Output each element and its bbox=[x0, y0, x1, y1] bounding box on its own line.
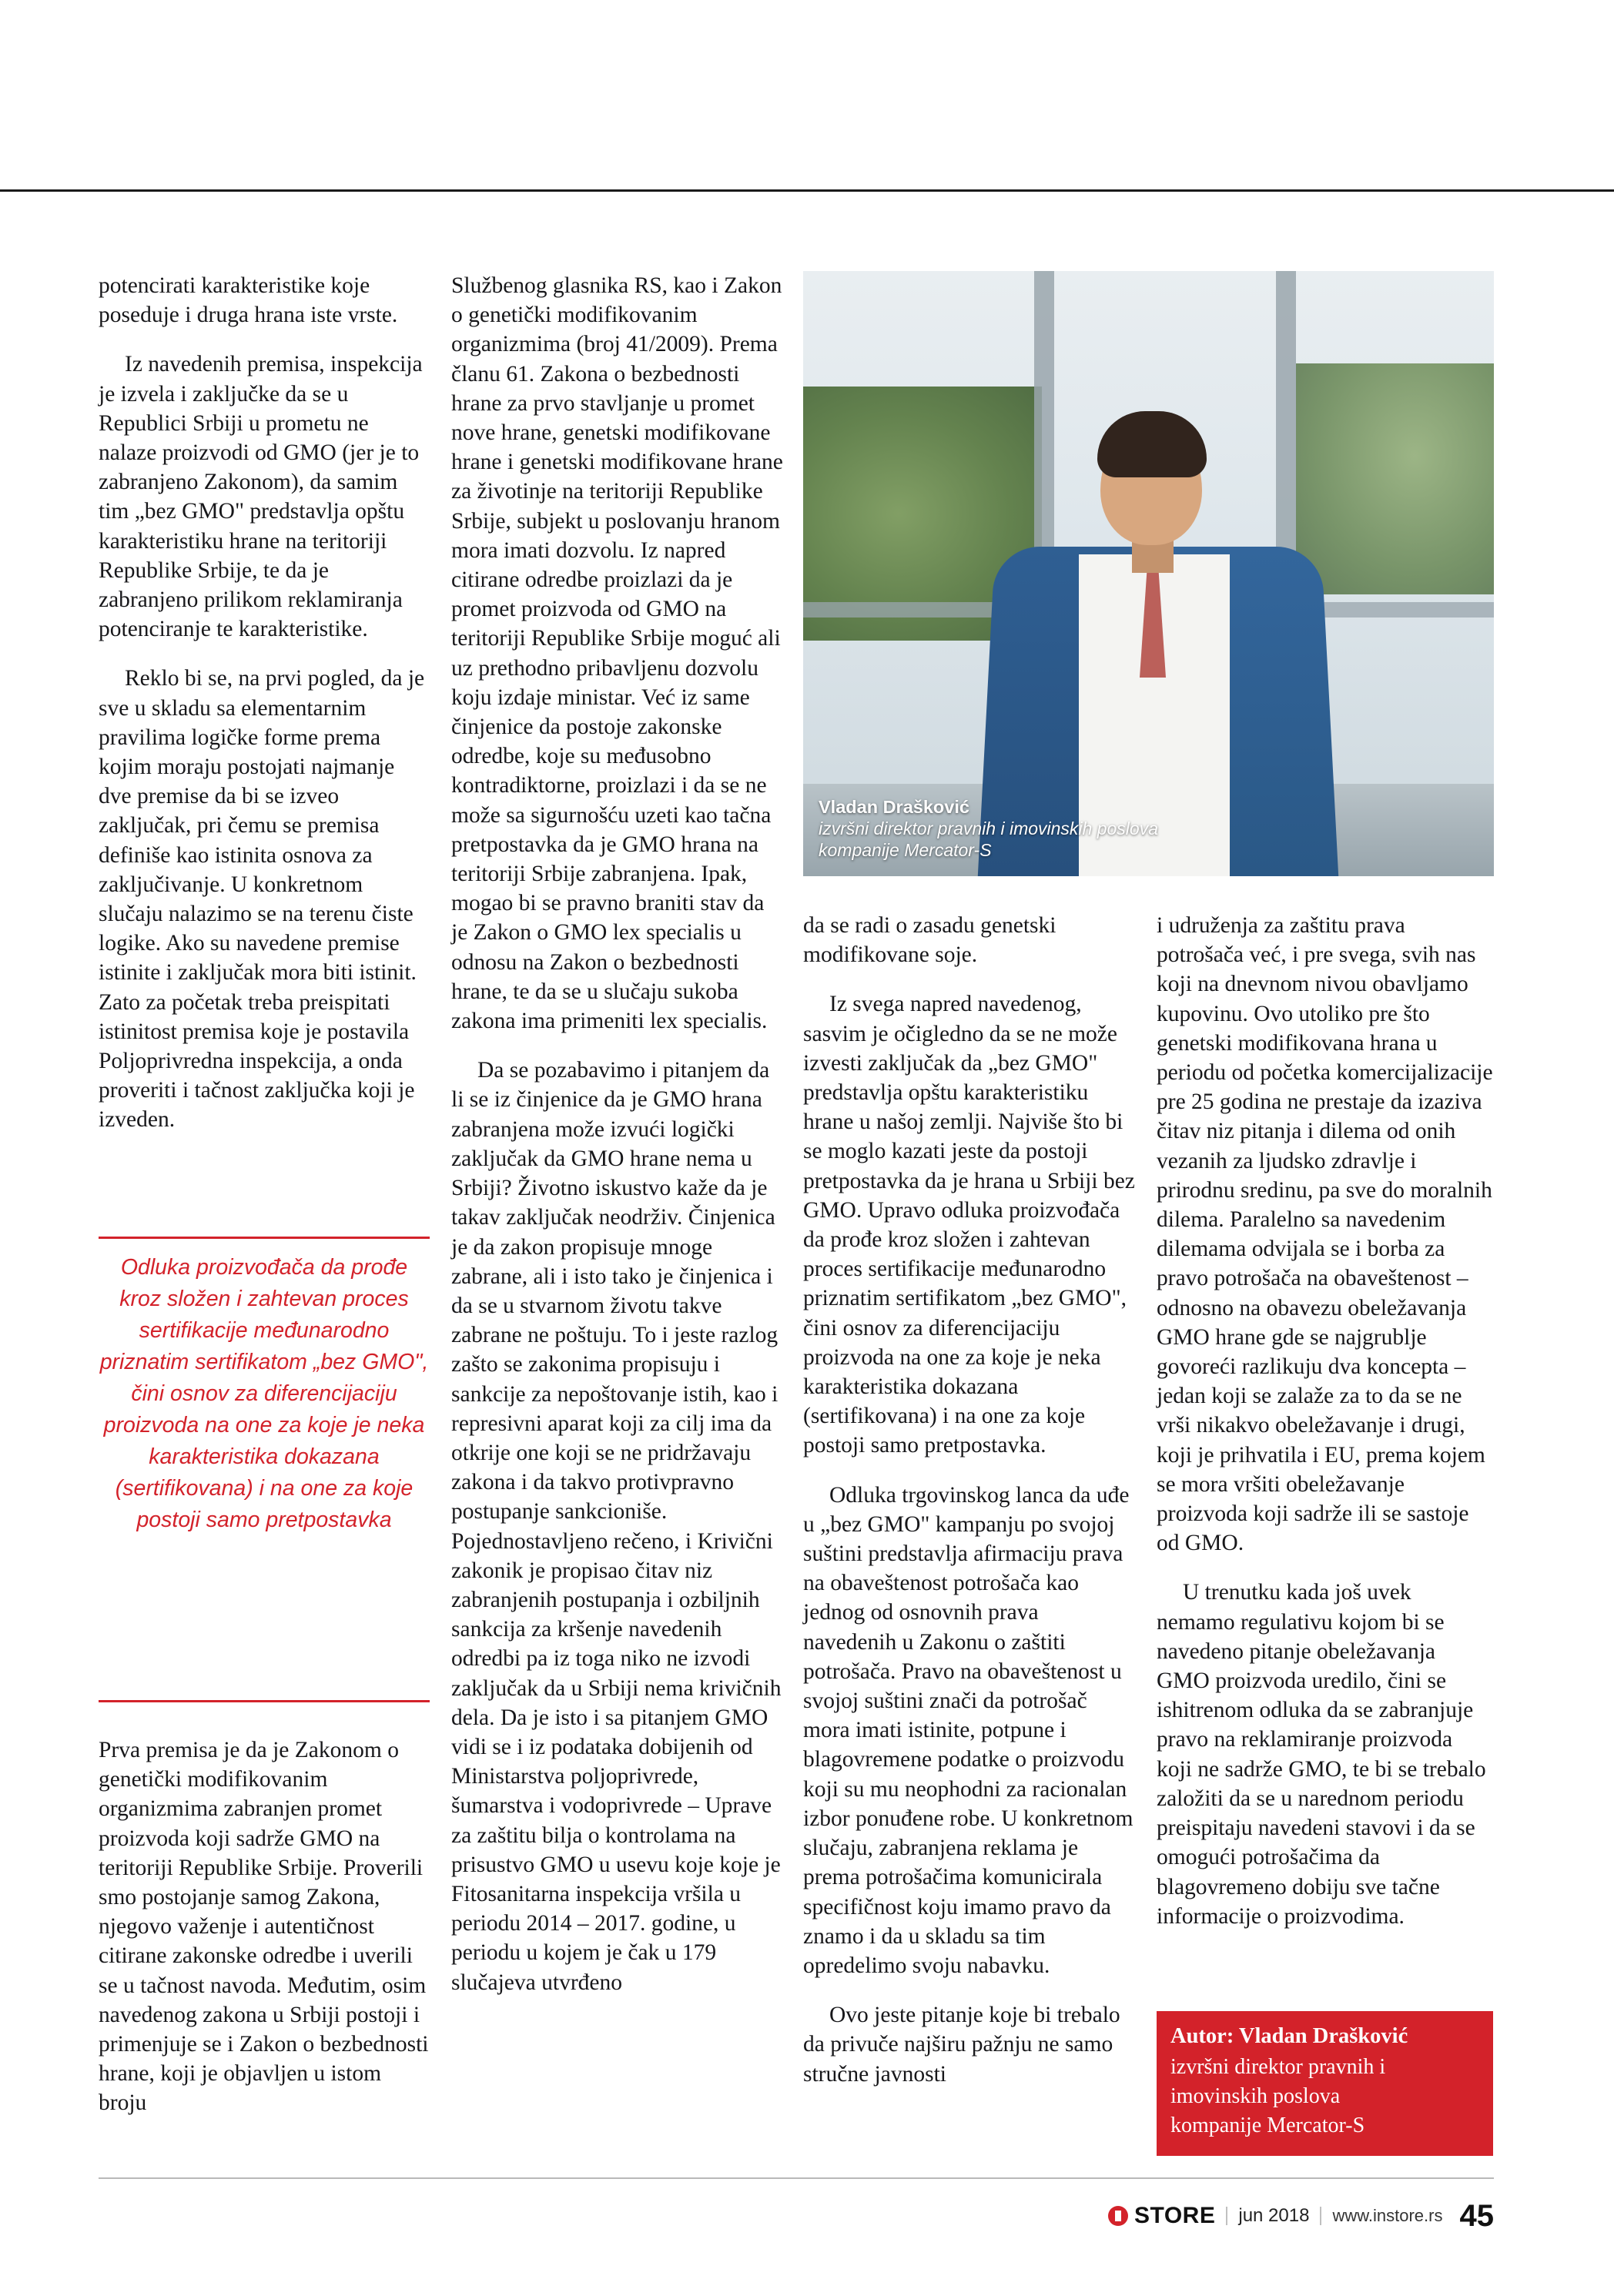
paragraph: Da se pozabavimo i pitanjem da li se iz činjenice da je GMO hrana zabranjena može izvući logički zaključak da GMO hrane nema u Srbiji? Životno iskustvo kaže da je takav zaključak neodrživ. Činjenica je da zakon propisuje mnoge zabrane, ali i isto tako je činjenica i da se u stvarnom životu takve zabrane ne poštuju. To i jeste razlog zašto se zakonima propisuju i sankcije za nepoštovanje istih, kao i represivni aparat koji za cilj ima da otkrije one koji se ne pridržavaju zakona i da takvo protivpravno postupanje sankcioniše. Pojednostavljeno rečeno, i Krivični zakonik je propisao čitav niz zabranjenih postupanja i ozbiljnih sankcija za kršenje navedenih odredbi pa iz toga niko ne izvodi zaključak da u Srbiji nema krivičnih dela. Da je isto i sa pitanjem GMO vidi se i iz podataka dobijenih od Ministarstva poljoprivrede, šumarstva i vodoprivrede – Uprave za zaštitu bilja o kontrolama na prisustvo GMO u usevu koje koje je Fitosanitarna inspekcija vršila u periodu 2014 – 2017. godine, u periodu u kojem je čak u 179 slučajeva utvrđeno bbox=[451, 1058, 782, 1995]
photo-foliage-right bbox=[1296, 363, 1494, 594]
body-column-1-continued bbox=[99, 1735, 430, 2118]
author-role-line-1: izvršni direktor pravnih i bbox=[1170, 2055, 1386, 2079]
page-footer bbox=[99, 2193, 1494, 2239]
photo-caption-line-1: izvršni direktor pravnih i imovinskih poslova bbox=[819, 818, 1158, 838]
footer-separator-2 bbox=[1320, 2207, 1321, 2225]
body-column-3 bbox=[803, 911, 1136, 2089]
body-column-4 bbox=[1157, 911, 1493, 1931]
author-box bbox=[1157, 2011, 1493, 2156]
paragraph: U trenutku kada još uvek nemamo regulativu kojom bi se navedeno pitanje obeležavanja GMO proizvoda uredilo, čini se ishitrenom odluka da se zabranjuje pravo na reklamiranje proizvoda koji ne sadrže GMO, te bi se trebalo založiti da se u narednom periodu preispitaju navedeni stavovi i da se omogući potrošačima da blagovremeno dobiju sve tačne informacije o proizvodima. bbox=[1157, 1580, 1486, 1929]
paragraph: Iz navedenih premisa, inspekcija je izvela i zaključke da se u Republici Srbiji u prometu ne nalaze proizvodi od GMO (jer je to zabranjeno Zakonom), da samim tim „bez GMO" predstavlja opštu karakteristiku hrane na teritoriji Republike Srbije, te da je zabranjeno prilikom reklamiranja potenciranje te karakteristike. bbox=[99, 352, 423, 642]
author-company: kompanije Mercator-S bbox=[1170, 2114, 1365, 2137]
portrait-photo bbox=[803, 271, 1494, 876]
magazine-logo: STORE bbox=[1134, 2203, 1216, 2228]
photo-caption-line-2: kompanije Mercator-S bbox=[819, 840, 992, 860]
paragraph: potencirati karakteristike koje poseduje i druga hrana iste vrste. bbox=[99, 273, 398, 328]
paragraph: Ovo jeste pitanje koje bi trebalo da privuče najširu pažnju ne samo stručne javnosti bbox=[803, 2003, 1120, 2087]
body-column-1 bbox=[99, 271, 430, 1135]
paragraph: Odluka trgovinskog lanca da uđe u „bez GMO" kampanju po svojoj suštini predstavlja afirmaciju prava na obaveštenost potrošača kao jednog od osnovnih prava navedenih u Zakonu o zaštiti potrošača. Pravo na obaveštenost u svojoj suštini znači da potrošač mora imati istinite, potpune i blagovremene podatke o proizvodu koji su mu neophodni za racionalan izbor ponuđene robe. U konkretnom slučaju, zabranjena reklama je prema potrošačima komunicirala specifičnost koju imamo pravo da znamo i da u skladu sa tim opredelimo svoju nabavku. bbox=[803, 1482, 1133, 1978]
website-url: www.instore.rs bbox=[1332, 2206, 1443, 2225]
paragraph: i udruženja za zaštitu prava potrošača već, i pre svega, svih nas koji na dnevnom nivou obavljamo kupovinu. Ovo utoliko pre što genetski modifikovana hrana u periodu od početka komercijalizacije pre 25 godina ne prestaje da izaziva čitav niz pitanja i dilema od onih vezanih za ljudsko zdravlje i prirodnu sredinu, pa sve do moralnih dilema. Paralelno sa navedenim dilemama odvijala se i borba za pravo potrošača na obaveštenost – odnosno na obavezu obeležavanja GMO hrane gde se najgrublje govoreći razlikuju dva koncepta – jedan koji se zalaže za to da se ne vrši nikakvo obeležavanje i drugi, koji je prihvatila i EU, prema kojem se mora vršiti obeležavanje proizvoda koji sadrže ili se sastoje od GMO. bbox=[1157, 913, 1493, 1556]
footer-separator-1 bbox=[1226, 2207, 1227, 2225]
paragraph: Prva premisa je da je Zakonom o genetički modifikovanim organizmima zabranjen promet proizvoda koji sadrže GMO na teritoriji Republike Srbije. Proverili smo postojanje samog Zakona, njegovo važenje i autentičnost citirane zakonske odredbe i uverili se u tačnost navoda. Međutim, osim navedenog zakona u Srbiji postoji i primenjuje se i Zakon o bezbednosti hrane, koji je objavljen u istom broju bbox=[99, 1738, 429, 2116]
instore-logo-icon bbox=[1108, 2206, 1128, 2226]
top-divider bbox=[0, 189, 1614, 192]
issue-date: jun 2018 bbox=[1238, 2205, 1310, 2226]
paragraph: Službenog glasnika RS, kao i Zakon o genetički modifikovanim organizmima (broj 41/2009). Prema članu 61. Zakona o bezbednosti hrane za prvo stavljanje u promet nove hrane, genetski modifikovane hrane i genetski modifikovane hrane za životinje na teritoriji Republike Srbije, subjekt u poslovanju hranom mora imati dozvolu. Iz napred citirane odredbe proizlazi da je promet proizvoda od GMO na teritoriji Republike Srbije moguć ali uz prethodno pribavljenu dozvolu koju izdaje ministar. Već iz same činjenice da postoje zakonske odredbe, koje su međusobno kontradiktorne, proizlazi i da se ne može sa sigurnošću uzeti kao tačna pretpostavka da je GMO hrana na teritoriji Srbije zabranjena. Ipak, mogao bi se pravno braniti stav da je Zakon o GMO lex specialis u odnosu na Zakon o bezbednosti hrane, te da se u slučaju sukoba zakona ima primeniti lex specialis. bbox=[451, 273, 783, 1034]
photo-caption-name: Vladan Drašković bbox=[819, 797, 969, 817]
photo-caption bbox=[819, 796, 1250, 861]
page-number: 45 bbox=[1459, 2198, 1494, 2233]
paragraph: Reklo bi se, na prvi pogled, da je sve u skladu sa elementarnim pravilima logičke forme prema kojim moraju postojati najmanje dve premise da bi se izveo zaključak, pri čemu se premisa definiše kao istinita osnova za zaključivanje. U konkretnom slučaju nalazimo se na terenu čiste logike. Ako su navedene premise istinite i zaključak mora biti istinit. Zato za početak treba preispitati istinitost premisa koje je postavila Poljoprivredna inspekcija, a onda proveriti i tačnost zaključka koji je izveden. bbox=[99, 666, 425, 1133]
footer-divider bbox=[99, 2177, 1494, 2179]
author-role-line-2: imovinskih poslova bbox=[1170, 2084, 1341, 2108]
body-column-2 bbox=[451, 271, 784, 1997]
pullquote-rule-top bbox=[99, 1237, 430, 1239]
author-name: Autor: Vladan Drašković bbox=[1170, 2024, 1408, 2048]
paragraph: Iz svega napred navedenog, sasvim je očigledno da se ne može izvesti zaključak da „bez GMO" predstavlja opštu karakteristiku hrane u našoj zemlji. Najviše što bi se moglo kazati jeste da postoji pretpostavka da je hrana u Srbiji bez GMO. Upravo odluka proizvođača da prođe kroz složen i zahtevan proces sertifikacije međunarodno priznatim sertifikatom „bez GMO", čini osnov za diferencijaciju proizvoda na one za koje je neka karakteristika dokazana (sertifikovana) i na one za koje postoji samo pretpostavka. bbox=[803, 992, 1135, 1458]
pullquote-rule-bottom bbox=[99, 1700, 430, 1702]
paragraph: da se radi o zasadu genetski modifikovane soje. bbox=[803, 913, 1056, 968]
pullquote: Odluka proizvođača da prođe kroz složen i zahtevan proces sertifikacije međunarodno priznatim sertifikatom „bez GMO", čini osnov za diferencijaciju proizvoda na one za koje je neka karakteristika dokazana (sertifikovana) i na one za koje postoji samo pretpostavka bbox=[99, 1255, 429, 1532]
